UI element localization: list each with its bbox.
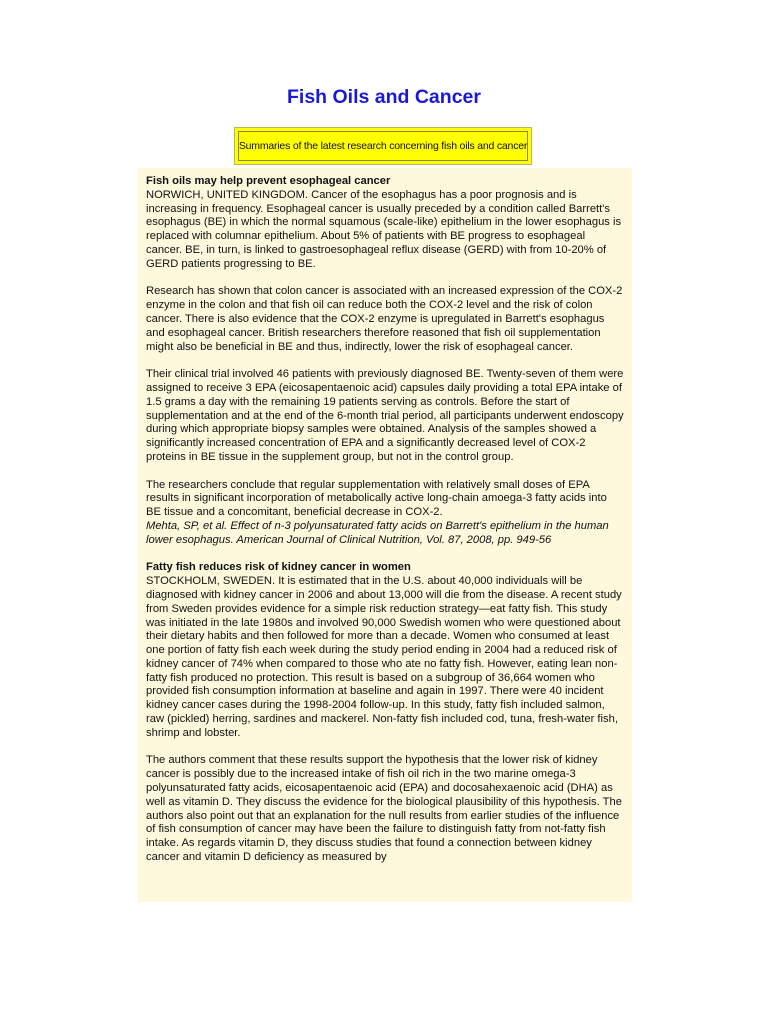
article-esophageal-lead (146, 175, 624, 272)
article-esophageal-conclusion (146, 479, 624, 548)
article-content (138, 168, 632, 902)
article-esophageal-citation: Mehta, SP, et al. Effect of n-3 polyunsaturated fatty acids on Barrett's epithelium in the human lower esophagus. American Journal of Clinical Nutrition, Vol. 87, 2008, pp. 949-56 (146, 519, 609, 546)
article-esophageal-paragraph-3: Their clinical trial involved 46 patients with previously diagnosed BE. Twenty-seven of them were assigned to receive 3 EPA (eicosapentaenoic acid) capsules daily providing a total EPA intake of 1.5 grams a day with the remaining 19 patients serving as controls. Before the start of supplementation and at the end of the 6-month trial period, all participants underwent endoscopy during which appropriate biopsy samples were obtained. Analysis of the samples showed a significantly increased concentration of EPA and a significantly decreased level of COX-2 proteins in BE tissue in the supplement group, but not in the control group. (146, 368, 624, 463)
article-esophageal-paragraph-4: The researchers conclude that regular supplementation with relatively small doses of EPA results in significant incorporation of metabolically active long-chain amoega-3 fatty acids into BE tissue and a concomitant, beneficial decrease in COX-2. (146, 478, 607, 519)
article-kidney-heading: Fatty fish reduces risk of kidney cancer in women (146, 561, 411, 574)
subtitle-box (234, 127, 532, 165)
article-esophageal-heading: Fish oils may help prevent esophageal cancer (146, 175, 391, 187)
article-esophageal-paragraph-2: Research has shown that colon cancer is associated with an increased expression of the COX-2 enzyme in the colon and that fish oil can reduce both the COX-2 level and the risk of colon cancer. There is also evidence that the COX-2 enzyme is upregulated in Barrett's esophagus and esophageal cancer. British researchers therefore reasoned that fish oil supplementation might also be beneficial in BE and thus, indirectly, lower the risk of esophageal cancer. (146, 285, 623, 353)
article-kidney-paragraph-1: STOCKHOLM, SWEDEN. It is estimated that in the U.S. about 40,000 individuals will be diagnosed with kidney cancer in 2006 and about 13,000 will die from the disease. A recent study from Sweden provides evidence for a simple risk reduction strategy—eat fatty fish. This study was initiated in the late 1980s and involved 90,000 Swedish women who were questioned about their dietary habits and then followed for more than a decade. Women who consumed at least one portion of fatty fish each week during the study period ending in 2004 had a reduced risk of kidney cancer of 74% when compared to those who ate no fatty fish. However, eating lean non-fatty fish produced no protection. This result is based on a subgroup of 36,664 women who provided fish consumption information at baseline and again in 1997. There were 40 incident kidney cancer cases during the 1998-2004 follow-up. In this study, fatty fish included salmon, raw (pickled) herring, sardines and mackerel. Non-fatty fish included cod, tuna, fresh-water fish, shrimp and lobster. (146, 575, 622, 739)
article-esophageal-paragraph-1: NORWICH, UNITED KINGDOM. Cancer of the esophagus has a poor prognosis and is increasing in frequency. Esophageal cancer is usually preceded by a condition called Barrett's esophagus (BE) in which the normal squamous (scale-like) epithelium in the lower esophagus is replaced with columnar epithelium. About 5% of patients with BE progress to esophageal cancer. BE, in turn, is linked to gastroesophageal reflux disease (GERD) with from 10-20% of GERD patients progressing to BE. (146, 188, 622, 270)
article-kidney-paragraph-2: The authors comment that these results support the hypothesis that the lower risk of kidney cancer is possibly due to the increased intake of fish oil rich in the two marine omega-3 polyunsaturated fatty acids, eicosapentaenoic acid (EPA) and docosahexaenoic acid (DHA) as well as vitamin D. They discuss the evidence for the biological plausibility of this hypothesis. The authors also point out that an explanation for the null results from earlier studies of the influence of fish consumption of cancer may have been the failure to distinguish fatty from not-fatty fish intake. As regards vitamin D, they discuss studies that found a connection between kidney cancer and vitamin D deficiency as measured by (146, 754, 622, 864)
article-kidney-lead (146, 561, 624, 740)
subtitle-text: Summaries of the latest research concerning fish oils and cancer (238, 131, 528, 161)
page-title: Fish Oils and Cancer (287, 86, 481, 108)
